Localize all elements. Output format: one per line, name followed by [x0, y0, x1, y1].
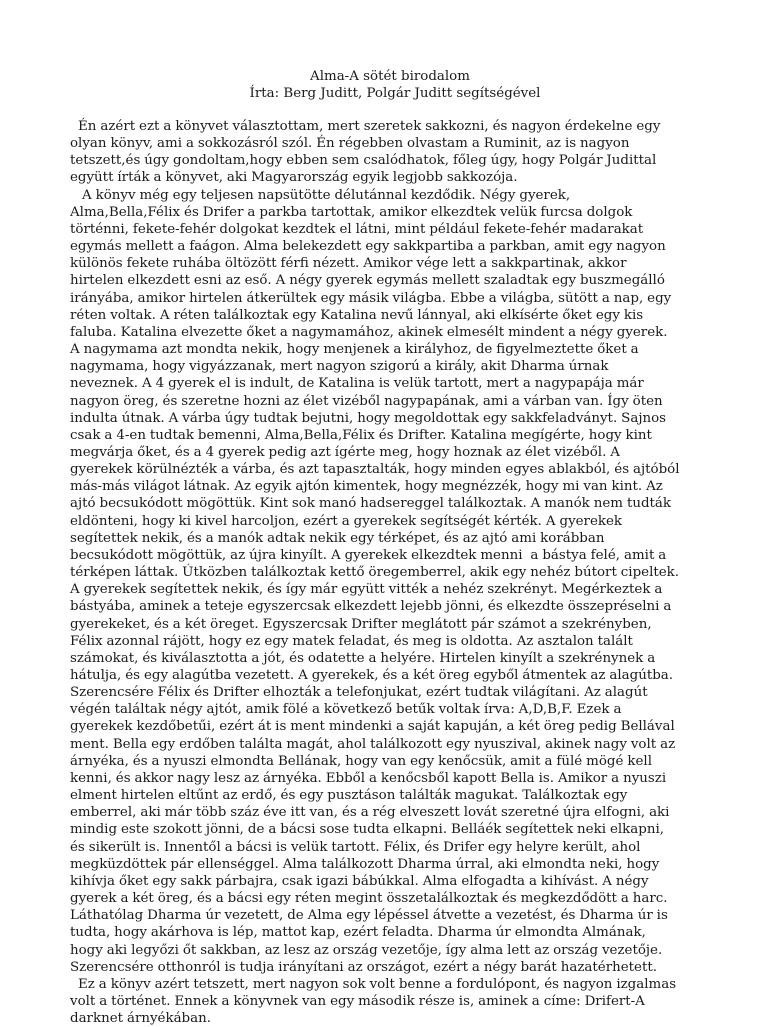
document-title: Alma-A sötét birodalom [310, 69, 470, 84]
paragraph-conclusion: Ez a könyv azért tetszett, mert nagyon sok volt benne a fordulópont, és nagyon izgalmas volt a történet. Ennek a könyvnek van egy második része is, aminek a címe: Drifert-A darknet árnyékában. [70, 976, 681, 1027]
title-block [0, 68, 768, 102]
document-byline: Írta: Berg Juditt, Polgár Juditt segítségével [249, 86, 541, 101]
paragraph-intro: Én azért ezt a könyvet választottam, mert szeretek sakkozni, és nagyon érdekelne egy olyan könyv, ami a sokkozásról szól. Én régebben olvastam a Ruminit, az is nagyon tetszett,és úgy gondoltam,hogy ebben sem csalódhatok, főleg úgy, hogy Polgár Judittal együtt írták a könyvet, aki Magyarország egyik legjobb sakkozója. [70, 119, 665, 186]
paragraph-summary: A könyv még egy teljesen napsütötte délutánnal kezdődik. Négy gyerek, Alma,Bella,Félix és Drifer a parkba tartottak, amikor elkezdtek velük furcsa dolgok történni, fekete-fehér dolgokat kezdtek el látni, mint például fekete-fehér madarakat egymás mellett a faágon. Alma belekezdett egy sakkpartiba a parkban, amit egy nagyon különös fekete ruhába öltözött férfi nézett. Amikor vége lett a sakkpartinak, akkor hirtelen elkezdett esni az eső. A négy gyerek egymás mellett szaladtak egy buszmegálló irányába, amikor hirtelen átkerültek egy másik világba. Ebbe a világba, sütött a nap, egy réten voltak. A réten találkoztak egy Katalina nevű lánnyal, aki elkísérte őket egy kis faluba. Katalina elvezette őket a nagymamához, akinek elmesélt mindent a négy gyerek. A nagymama azt mondta nekik, hogy menjenek a királyhoz, de figyelmeztette őket a nagymama, hogy vigyázzanak, mert nagyon szigorú a király, akit Dharma úrnak neveznek. A 4 gyerek el is indult, de Katalina is velük tartott, mert a nagypapája már nagyon öreg, és szeretne hozni az élet vizéből nagypapának, ami a várban van. Így öten indulta útnak. A várba úgy tudtak bejutni, hogy megoldottak egy sakkfeladványt. Sajnos csak a 4-en tudtak bemenni, Alma,Bella,Félix és Drifter. Katalina megígérte, hogy kint megvárja őket, és a 4 gyerek pedig azt ígérte meg, hogy hoznak az élet vizéből. A gyerekek körülnézték a várba, és azt tapasztalták, hogy minden egyes ablakból, és ajtóból más-más világot látnak. Az egyik ajtón kimentek, hogy megnézzék, hogy mi van kint. Az ajtó becsukódott mögöttük. Kint sok manó hadsereggel találkoztak. A manók nem tudták eldönteni, hogy ki kivel harcoljon, ezért a gyerekek segítségét kérték. A gyerekek segítettek nekik, és a manók adtak nekik egy térképet, és az ajtó ami korábban becsukódott mögöttük, az újra kinyílt. A gyerekek elkezdtek menni a bástya felé, amit a térképen láttak. Útközben találkoztak kettő öregemberrel, akik egy nehéz bútort cipeltek. A gyerekek segítettek nekik, és így már együtt vitték a nehéz szekrényt. Megérkeztek a bástyába, aminek a teteje egyszercsak elkezdett lejebb jönni, és elkezdte összepréselni a gyerekeket, és a két öreget. Egyszercsak Drifter meglátott pár számot a szekrényben, Félix azonnal rájött, hogy ez egy matek feladat, és meg is oldotta. Az asztalon talált számokat, és kiválasztotta a jót, és odatette a helyére. Hirtelen kinyílt a szekrénynek a hátulja, és egy alagútba vezetett. A gyerekek, és a két öreg egyből átmentek az alagútba. Szerencsére Félix és Drifter elhozták a telefonjukat, ezért tudtak világítani. Az alagút végén találtak négy ajtót, amik fölé a következő betűk voltak írva: A,D,B,F. Ezek a gyerekek kezdőbetűi, ezért át is ment mindenki a saját kapuján, a két öreg pedig Bellával ment. Bella egy erdőben találta magát, ahol találkozott egy nyuszival, akinek nagy volt az árnyéka, és a nyuszi elmondta Bellának, hogy van egy kenőcsük, amit a fülé mögé kell kenni, és akkor nagy lesz az árnyéka. Ebből a kenőcsből kapott Bella is. Amikor a nyuszi elment hirtelen eltűnt az erdő, és egy pusztáson találták magukat. Találkoztak egy emberrel, aki már több száz éve itt van, és a rég elveszett lovát szeretné újra elfogni, aki mindig este szokott jönni, de a bácsi sose tudta elkapni. Belláék segítettek neki elkapni, és sikerült is. Innentől a bácsi is velük tartott. Félix, és Drifer egy helyre került, ahol megküzdöttek pár ellenséggel. Alma találkozott Dharma úrral, aki elmondta neki, hogy kihívja őket egy sakk párbajra, csak igazi bábúkkal. Alma elfogadta a kihívást. A négy gyerek a két öreg, és a bácsi egy réten megint összetalálkoztak és megkezdődött a harc. Láthatólag Dharma úr vezetett, de Alma egy lépéssel átvette a vezetést, és Dharma úr is tudta, hogy akárhova is lép, mattot kap, ezért feladta. Dharma úr elmondta Almának, hogy aki legyőzi őt sakkban, az lesz az ország vezetője, így alma lett az ország vezetője. Szerencsére otthonról is tudja irányítani az országot, ezért a négy barát hazatérhetett. [70, 187, 684, 975]
document-body [70, 118, 684, 1027]
